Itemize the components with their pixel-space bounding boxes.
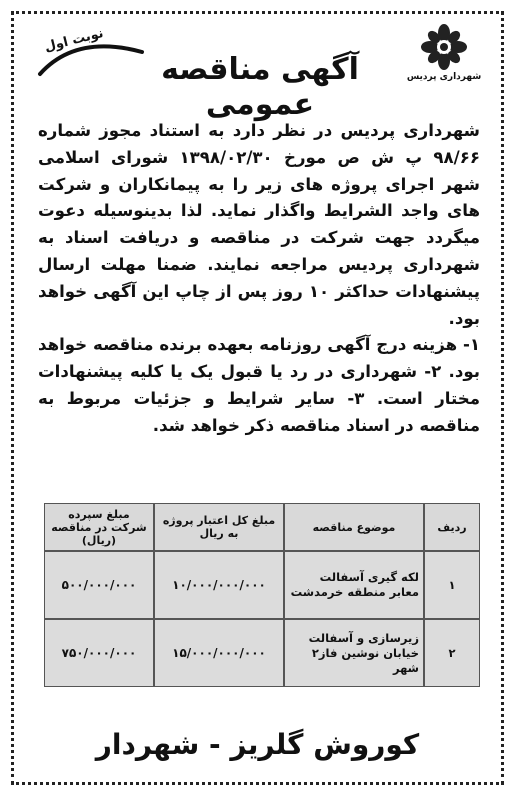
flower-emblem-icon	[421, 24, 467, 70]
column-header-index: ردیف	[424, 503, 480, 551]
edition-label: نوبت اول	[43, 25, 105, 56]
row-subject: زیرسازی و آسفالت خیابان نوشین فاز۲ شهر	[284, 619, 424, 687]
logo-label: شهرداری پردیس	[406, 72, 482, 82]
table-header-row	[44, 503, 480, 551]
table-row	[44, 619, 480, 687]
row-deposit: ۷۵۰/۰۰۰/۰۰۰	[44, 619, 154, 687]
row-deposit: ۵۰۰/۰۰۰/۰۰۰	[44, 551, 154, 619]
page-title: آگهی مناقصه عمومی	[161, 52, 359, 122]
row-index: ۲	[424, 619, 480, 687]
body-paragraph: شهرداری پردیس در نظر دارد به استناد مجوز شماره ۹۸/۶۶ پ ش ص مورخ ۱۳۹۸/۰۲/۳۰ شورای اسلامی شهر اجرای پروژه های زیر را به پیمانکاران و شرکت های واجد الشرایط واگذار نماید. لذا بدینوسیله دعوت میگردد جهت شرکت در مناقصه و دریافت اسناد به شهرداری پردیس مراجعه نمایند. ضمنا مهلت ارسال پیشنهادات حداکثر ۱۰ روز پس از چاپ این آگهی خواهد بود.	[38, 121, 480, 328]
municipality-logo	[403, 24, 485, 82]
body-paragraph: ۱- هزینه درج آگهی روزنامه بعهده برنده مناقصه خواهد بود. ۲- شهرداری در رد یا قبول یک یا کلیه پیشنهادات مختار است. ۳- سایر شرایط و جزئیات مربوط به مناقصه در اسناد مناقصه ذکر خواهد شد.	[38, 335, 480, 435]
column-header-credit: مبلغ کل اعتبار پروژه به ریال	[154, 503, 284, 551]
row-subject: لکه گیری آسفالت معابر منطقه خرمدشت	[284, 551, 424, 619]
announcement-body	[38, 118, 480, 440]
row-credit: ۱۰/۰۰۰/۰۰۰/۰۰۰	[154, 551, 284, 619]
signature: کوروش گلریز - شهردار	[95, 728, 420, 761]
column-header-subject: موضوع مناقصه	[284, 503, 424, 551]
column-header-deposit: مبلغ سپرده شرکت در مناقصه (ریال)	[44, 503, 154, 551]
tender-table	[44, 503, 480, 687]
row-credit: ۱۵/۰۰۰/۰۰۰/۰۰۰	[154, 619, 284, 687]
row-index: ۱	[424, 551, 480, 619]
table-row	[44, 551, 480, 619]
